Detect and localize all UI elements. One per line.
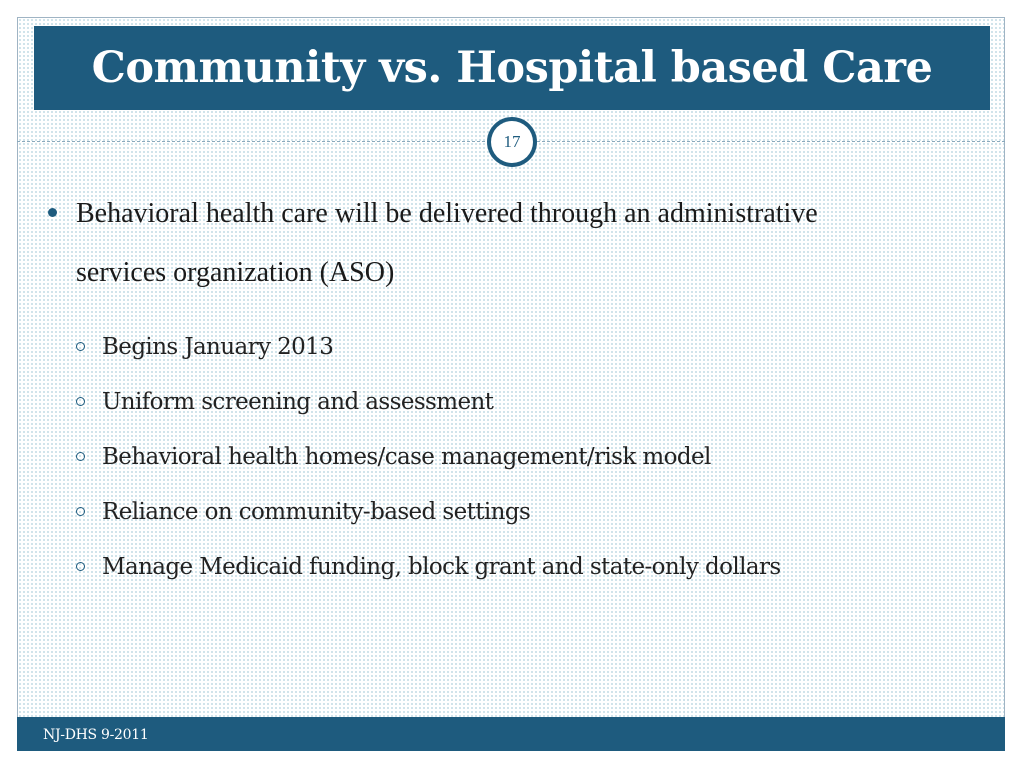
bullet-dot-icon [48,208,57,217]
main-bullet [48,186,948,302]
sub-bullet-item [48,429,948,484]
sub-bullet-text: Reliance on community-based settings [102,498,531,525]
sub-bullet-text: Manage Medicaid funding, block grant and state-only dollars [102,553,781,580]
page-number-badge [487,117,537,167]
sub-bullet-item [48,319,948,374]
circle-bullet-icon [76,397,85,406]
circle-bullet-icon [76,452,85,461]
sub-bullet-item [48,374,948,429]
main-bullet-text: Behavioral health care will be delivered through an administrative services organization (ASO) [76,198,818,288]
sub-bullet-list [48,319,948,594]
sub-bullet-text: Uniform screening and assessment [102,388,494,415]
circle-bullet-icon [76,507,85,516]
circle-bullet-icon [76,342,85,351]
slide-content [48,186,948,594]
slide-title: Community vs. Hospital based Care [91,43,933,93]
circle-bullet-icon [76,562,85,571]
footer-text: NJ-DHS 9-2011 [43,727,149,743]
page-number: 17 [491,121,533,163]
sub-bullet-item [48,484,948,539]
sub-bullet-text: Behavioral health homes/case management/risk model [102,443,711,470]
title-bar [34,26,990,110]
sub-bullet-text: Begins January 2013 [102,333,334,360]
sub-bullet-item [48,539,948,594]
footer-bar [17,717,1005,751]
